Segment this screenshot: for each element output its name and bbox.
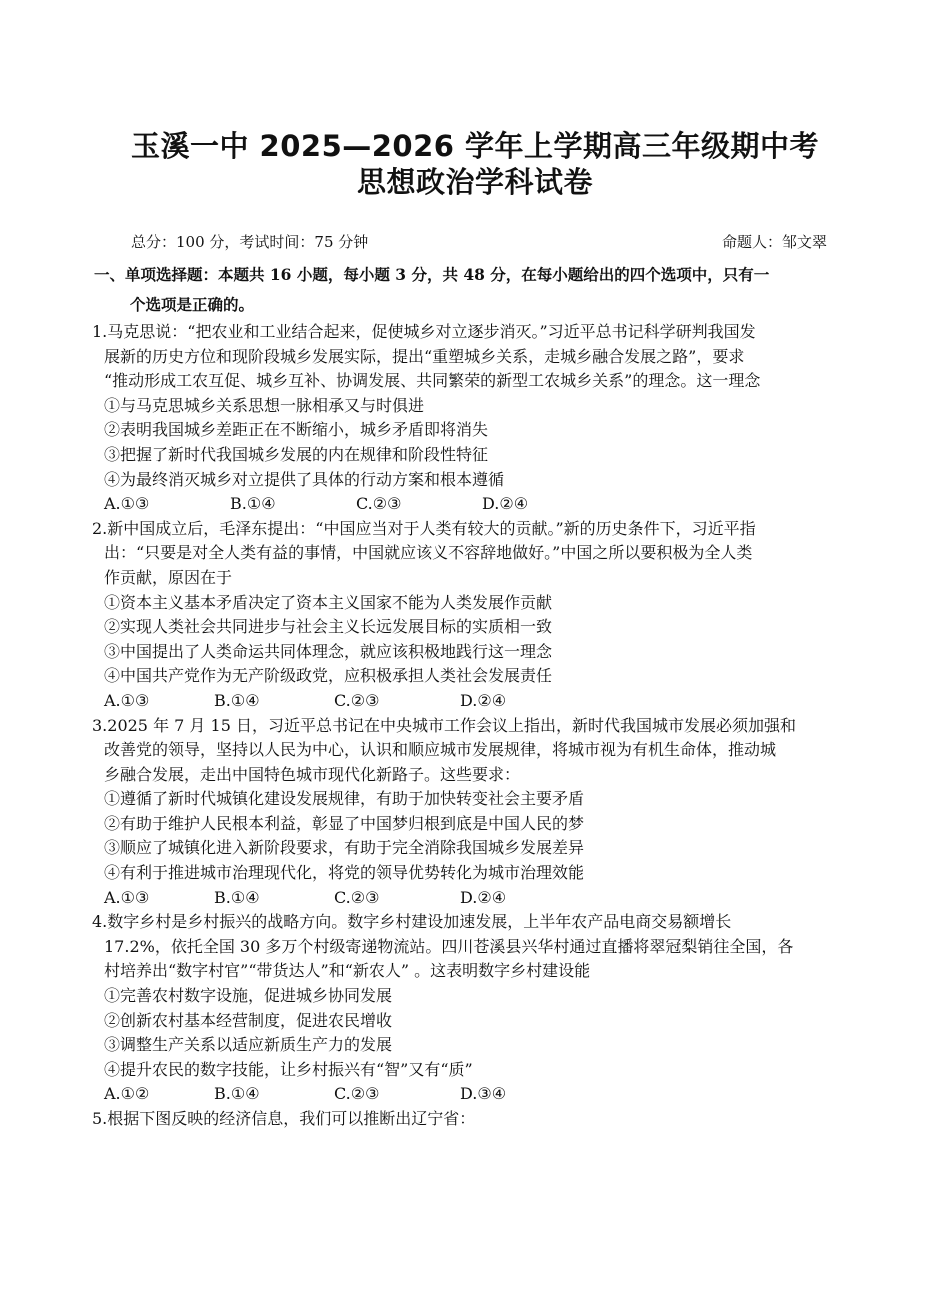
- question-2: [92, 517, 864, 714]
- answer-choices: [92, 886, 864, 911]
- question-stem-line: 5.根据下图反映的经济信息，我们可以推断出辽宁省：: [92, 1109, 476, 1128]
- question-1: [92, 320, 864, 517]
- exam-total-and-time: 总分：100 分，考试时间：75 分钟: [131, 233, 369, 251]
- answer-choice-d: D.②④: [482, 494, 529, 514]
- question-stem-line: 乡融合发展，走出中国特色城市现代化新路子。这些要求：: [104, 764, 521, 784]
- exam-author: 命题人：邹文翠: [722, 233, 828, 251]
- exam-title-line1: 玉溪一中 2025—2026 学年上学期高三年级期中考: [130, 129, 820, 163]
- answer-choices: [92, 689, 864, 714]
- statement-option: ③调整生产关系以适应新质生产力的发展: [104, 1035, 393, 1055]
- section-heading-line2: 个选项是正确的。: [130, 295, 255, 314]
- answer-choice-b: B.①④: [214, 1084, 260, 1104]
- question-stem-line: 作贡献，原因在于: [104, 567, 233, 587]
- statement-option: ④为最终消灭城乡对立提供了具体的行动方案和根本遵循: [104, 469, 505, 489]
- answer-choice-d: D.②④: [460, 690, 507, 710]
- section-heading-line1: 一、单项选择题：本题共 16 小题，每小题 3 分，共 48 分，在每小题给出的四个选项中，只有一: [94, 265, 770, 284]
- question-stem-line: 展新的历史方位和现阶段城乡发展实际，提出“重塑城乡关系，走城乡融合发展之路”，要求: [104, 346, 745, 366]
- statement-option: ②有助于维护人民根本利益，彰显了中国梦归根到底是中国人民的梦: [104, 813, 585, 833]
- statement-option: ①遵循了新时代城镇化建设发展规律，有助于加快转变社会主要矛盾: [104, 789, 585, 809]
- answer-choice-a: A.①③: [104, 690, 150, 710]
- answer-choice-c: C.②③: [334, 887, 380, 907]
- statement-option: ①资本主义基本矛盾决定了资本主义国家不能为人类发展作贡献: [104, 592, 553, 612]
- answer-choice-b: B.①④: [214, 887, 260, 907]
- statement-option: ①完善农村数字设施，促进城乡协同发展: [104, 986, 393, 1006]
- answer-choice-d: D.②④: [460, 887, 507, 907]
- statement-option: ③把握了新时代我国城乡发展的内在规律和阶段性特征: [104, 444, 489, 464]
- answer-choice-a: A.①②: [104, 1084, 150, 1104]
- question-stem-line: 1.马克思说：“把农业和工业结合起来，促使城乡对立逐步消灭。”习近平总书记科学研判我国发: [92, 322, 756, 341]
- question-stem-line: 4.数字乡村是乡村振兴的战略方向。数字乡村建设加速发展，上半年农产品电商交易额增长: [92, 912, 732, 932]
- answer-choice-c: C.②③: [334, 690, 380, 710]
- question-4: [92, 910, 864, 1107]
- question-stem-line: 改善党的领导，坚持以人民为中心，认识和顺应城市发展规律，将城市视为有机生命体，推动城: [104, 740, 777, 760]
- statement-option: ②实现人类社会共同进步与社会主义长远发展目标的实质相一致: [104, 617, 553, 637]
- answer-choice-d: D.③④: [460, 1084, 507, 1104]
- question-stem-line: 17.2%，依托全国 30 多万个村级寄递物流站。四川苍溪县兴华村通过直播将翠冠梨销往全国，各: [104, 936, 794, 956]
- answer-choices: [92, 492, 864, 517]
- answer-choice-c: C.②③: [334, 1084, 380, 1104]
- statement-option: ②创新农村基本经营制度，促进农民增收: [104, 1010, 393, 1030]
- question-stem-line: 3.2025 年 7 月 15 日，习近平总书记在中央城市工作会议上指出，新时代我国城市发展必须加强和: [92, 715, 796, 735]
- question-5: [92, 1107, 864, 1132]
- answer-choice-b: B.①④: [214, 690, 260, 710]
- question-list: [92, 320, 864, 1132]
- statement-option: ①与马克思城乡关系思想一脉相承又与时俱进: [104, 395, 425, 415]
- statement-option: ④中国共产党作为无产阶级政党，应积极承担人类社会发展责任: [104, 666, 553, 686]
- question-stem-line: “推动形成工农互促、城乡互补、协调发展、共同繁荣的新型工农城乡关系”的理念。这一理念: [104, 371, 761, 391]
- question-stem-line: 2.新中国成立后，毛泽东提出：“中国应当对于人类有较大的贡献。”新的历史条件下，习近平指: [92, 518, 756, 538]
- statement-option: ③顺应了城镇化进入新阶段要求，有助于完全消除我国城乡发展差异: [104, 838, 585, 858]
- exam-title-line2: 思想政治学科试卷: [356, 165, 593, 199]
- answer-choice-c: C.②③: [356, 494, 402, 514]
- answer-choices: [92, 1082, 864, 1107]
- question-stem-line: 出：“只要是对全人类有益的事情，中国就应该义不容辞地做好。”中国之所以要积极为全人类: [104, 543, 753, 563]
- statement-option: ④提升农民的数字技能，让乡村振兴有“智”又有“质”: [104, 1059, 473, 1079]
- answer-choice-b: B.①④: [230, 494, 276, 514]
- question-stem-line: 村培养出“数字村官”“带货达人”和“新农人” 。这表明数字乡村建设能: [104, 961, 591, 981]
- section-heading: [94, 260, 864, 320]
- answer-choice-a: A.①③: [104, 494, 150, 514]
- question-3: [92, 714, 864, 911]
- answer-choice-a: A.①③: [104, 887, 150, 907]
- statement-option: ②表明我国城乡差距正在不断缩小，城乡矛盾即将消失: [104, 420, 489, 440]
- statement-option: ④有利于推进城市治理现代化，将党的领导优势转化为城市治理效能: [104, 863, 585, 883]
- statement-option: ③中国提出了人类命运共同体理念，就应该积极地践行这一理念: [104, 641, 553, 661]
